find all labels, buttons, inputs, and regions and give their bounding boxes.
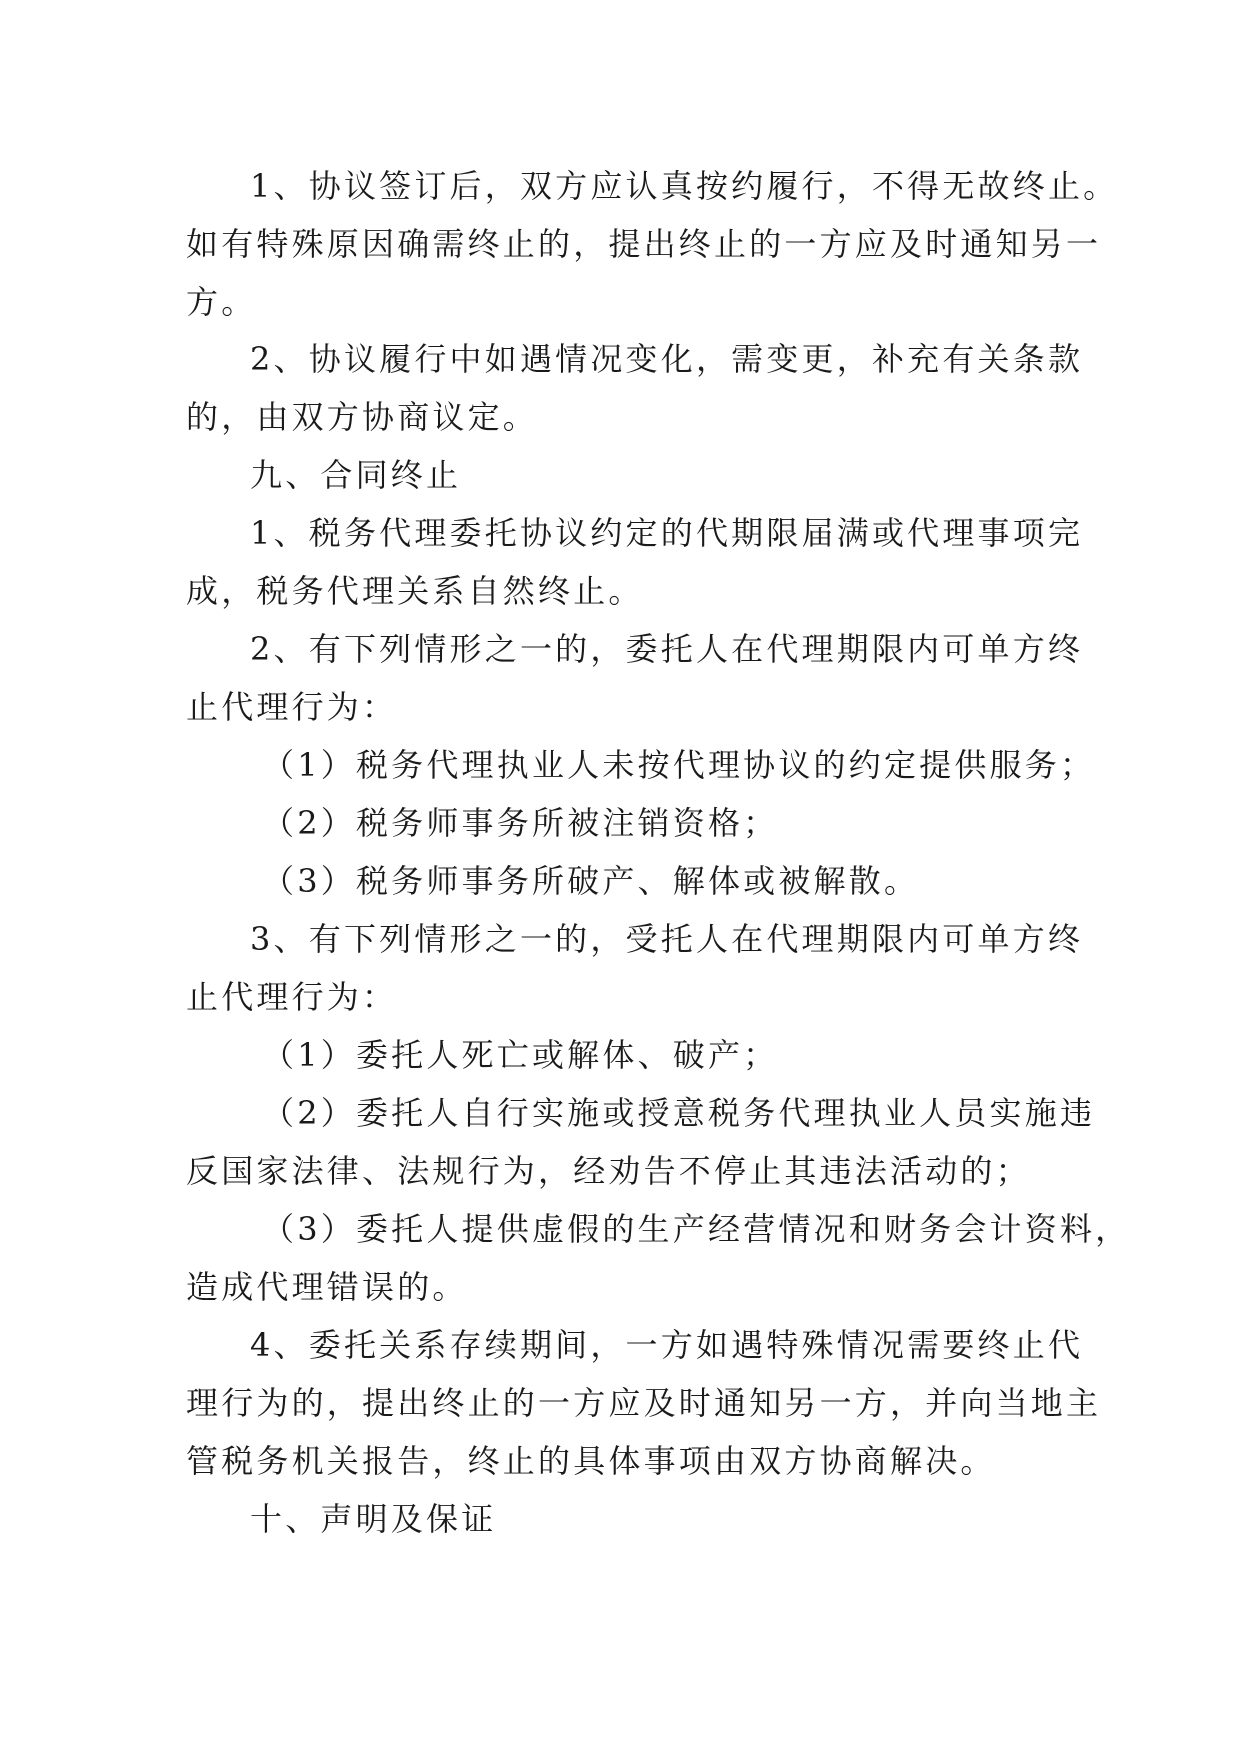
section-heading: 十、声明及保证 <box>250 1500 497 1538</box>
text-line: 成，税务代理关系自然终止。 <box>186 572 644 610</box>
text-line: 止代理行为： <box>186 688 398 726</box>
text-line: 造成代理错误的。 <box>186 1268 468 1306</box>
text-line: 的，由双方协商议定。 <box>186 398 539 436</box>
text-line: 如有特殊原因确需终止的，提出终止的一方应及时通知另一 <box>186 225 1102 263</box>
text-line: 管税务机关报告，终止的具体事项由双方协商解决。 <box>186 1442 996 1480</box>
text-line: 3、有下列情形之一的，受托人在代理期限内可单方终 <box>250 920 1084 958</box>
text-line: 方。 <box>186 283 257 321</box>
list-item: （2）税务师事务所被注销资格； <box>262 804 779 842</box>
list-item: （3）委托人提供虚假的生产经营情况和财务会计资料， <box>262 1210 1131 1248</box>
list-item: （1）税务代理执业人未按代理协议的约定提供服务； <box>262 746 1096 784</box>
text-line: 1、税务代理委托协议约定的代期限届满或代理事项完 <box>250 514 1084 552</box>
text-line: 4、委托关系存续期间，一方如遇特殊情况需要终止代 <box>250 1326 1084 1364</box>
list-item: （3）税务师事务所破产、解体或被解散。 <box>262 862 920 900</box>
text-line: 2、有下列情形之一的，委托人在代理期限内可单方终 <box>250 630 1084 668</box>
section-heading: 九、合同终止 <box>250 456 462 494</box>
text-line: 反国家法律、法规行为，经劝告不停止其违法活动的； <box>186 1152 1031 1190</box>
list-item: （2）委托人自行实施或授意税务代理执业人员实施违 <box>262 1094 1096 1132</box>
text-line: 2、协议履行中如遇情况变化，需变更，补充有关条款 <box>250 340 1084 378</box>
list-item: （1）委托人死亡或解体、破产； <box>262 1036 779 1074</box>
text-line: 1、协议签订后，双方应认真按约履行，不得无故终止。 <box>250 167 1119 205</box>
text-line: 理行为的，提出终止的一方应及时通知另一方，并向当地主 <box>186 1384 1102 1422</box>
text-line: 止代理行为： <box>186 978 398 1016</box>
